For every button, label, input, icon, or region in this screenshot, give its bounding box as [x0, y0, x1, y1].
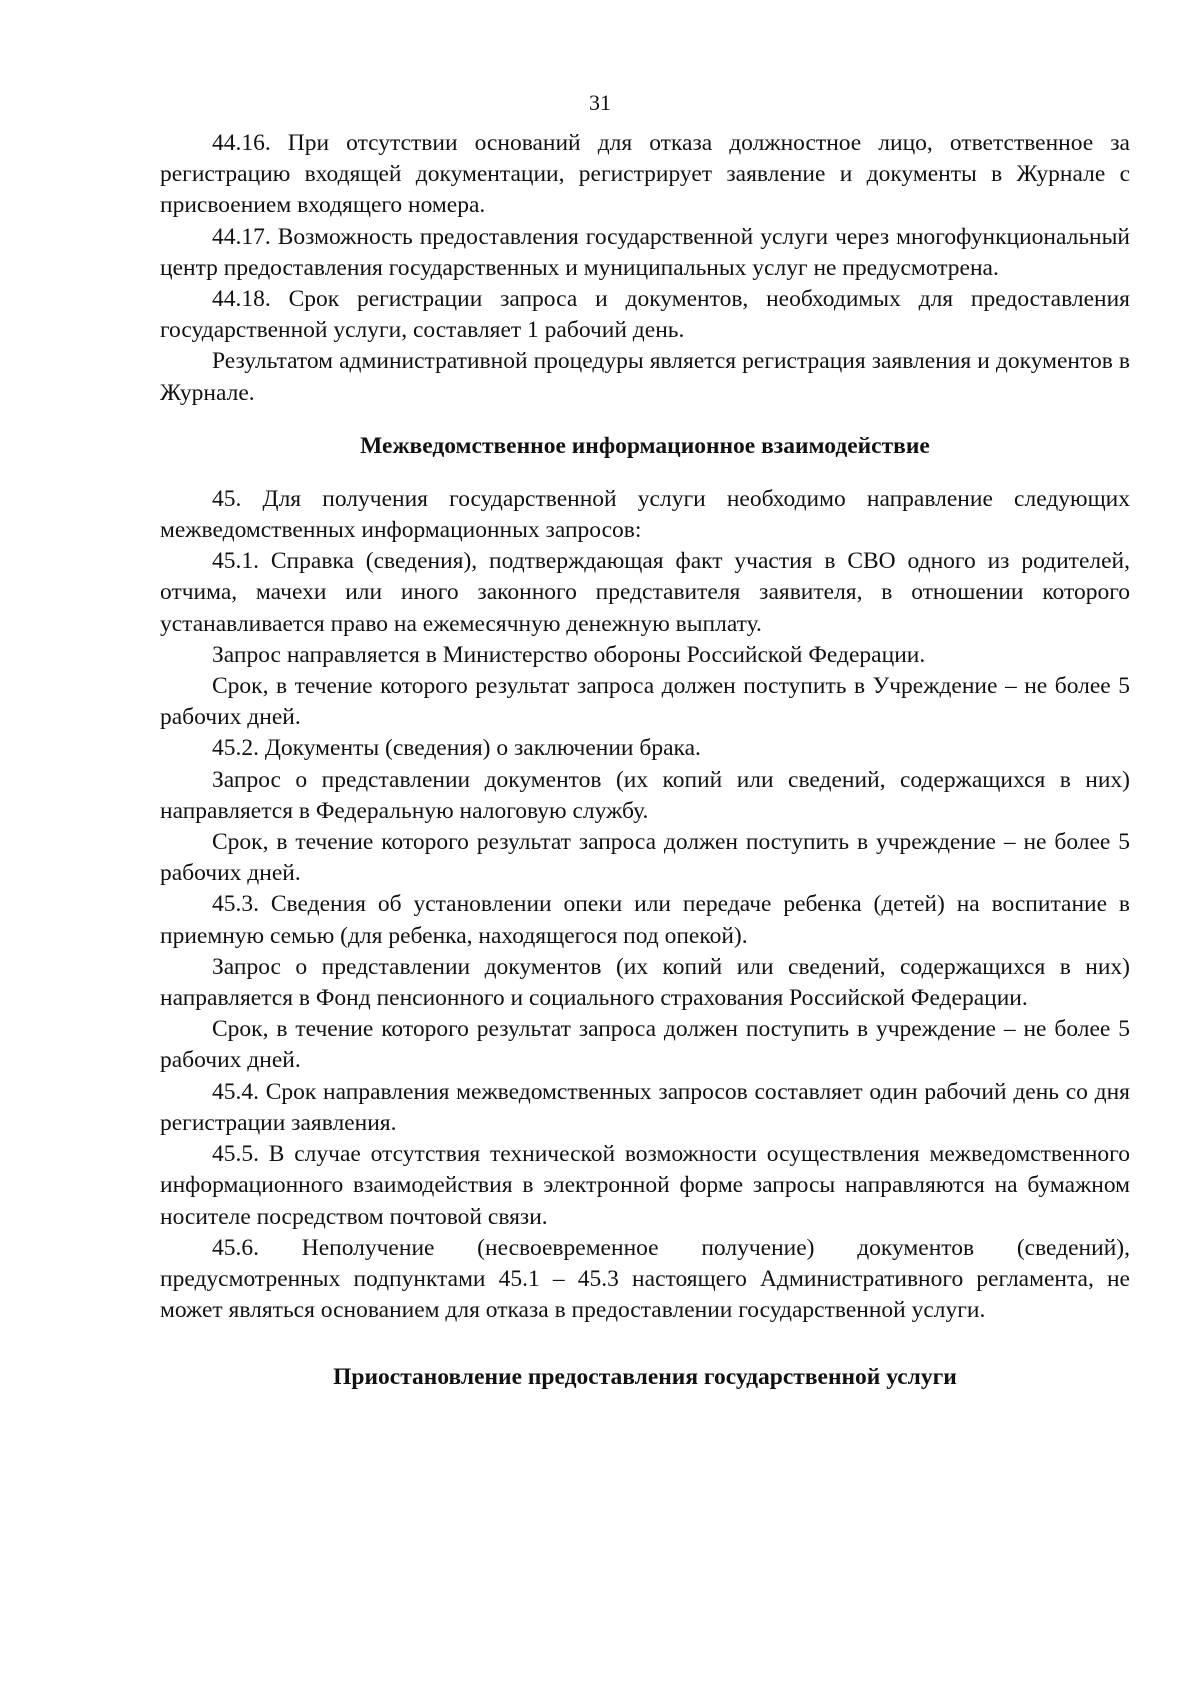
paragraph-44-18: 44.18. Срок регистрации запроса и документов, необходимых для предоставления государственной услуги, составляет 1 рабочий день. — [160, 286, 1130, 344]
page-number: 31 — [589, 90, 611, 115]
paragraph-45-1-term: Срок, в течение которого результат запроса должен поступить в Учреждение – не более 5 рабочих дней. — [160, 673, 1130, 731]
paragraph-45: 45. Для получения государственной услуги необходимо направление следующих межведомственных информационных запросов: — [160, 485, 1130, 544]
paragraph-44-result: Результатом административной процедуры является регистрация заявления и документов в Журнале. — [160, 348, 1130, 406]
paragraph-45-2-request: Запрос о представлении документов (их копий или сведений, содержащихся в них) направляется в Федеральную налоговую службу. — [160, 766, 1130, 824]
paragraph-44-16: 44.16. При отсутствии оснований для отказа должностное лицо, ответственное за регистрацию входящей документации, регистрирует заявление и документы в Журнале с присвоением входящего номера. — [160, 130, 1130, 219]
document-body — [160, 128, 1130, 1415]
paragraph-45-2: 45.2. Документы (сведения) о заключении брака. — [212, 735, 701, 762]
paragraph-45-3-request: Запрос о представлении документов (их копий или сведений, содержащихся в них) направляется в Фонд пенсионного и социального страхования Российской Федерации. — [160, 953, 1130, 1012]
paragraph-45-5: 45.5. В случае отсутствия технической возможности осуществления межведомственного информационного взаимодействия в электронной форме запросы направляются на бумажном носителе посредством почтовой связи. — [160, 1141, 1130, 1230]
paragraph-45-4: 45.4. Срок направления межведомственных запросов составляет один рабочий день со дня регистрации заявления. — [160, 1078, 1130, 1136]
paragraph-44-17: 44.17. Возможность предоставления государственной услуги через многофункциональный центр предоставления государственных и муниципальных услуг не предусмотрена. — [160, 223, 1130, 281]
paragraph-45-2-term: Срок, в течение которого результат запроса должен поступить в учреждение – не более 5 рабочих дней. — [160, 829, 1130, 887]
paragraph-45-1-request: Запрос направляется в Министерство обороны Российской Федерации. — [212, 641, 926, 668]
section-heading-interagency: Межведомственное информационное взаимодействие — [360, 432, 930, 459]
paragraph-45-6: 45.6. Неполучение (несвоевременное получение) документов (сведений), предусмотренных подпунктами 45.1 – 45.3 настоящего Административного регламента, не может являться основанием для отказа в предоставлении государственной услуги. — [160, 1234, 1130, 1324]
paragraph-45-1: 45.1. Справка (сведения), подтверждающая факт участия в СВО одного из родителей, отчима, мачехи или иного законного представителя заявителя, в отношении которого устанавливается право на ежемесячную денежную выплату. — [160, 548, 1130, 637]
section-heading-suspension: Приостановление предоставления государственной услуги — [333, 1364, 957, 1391]
paragraph-45-3-term: Срок, в течение которого результат запроса должен поступить в учреждение – не более 5 рабочих дней. — [160, 1016, 1130, 1074]
paragraph-45-3: 45.3. Сведения об установлении опеки или передаче ребенка (детей) на воспитание в приемную семью (для ребенка, находящегося под опекой). — [160, 891, 1130, 949]
